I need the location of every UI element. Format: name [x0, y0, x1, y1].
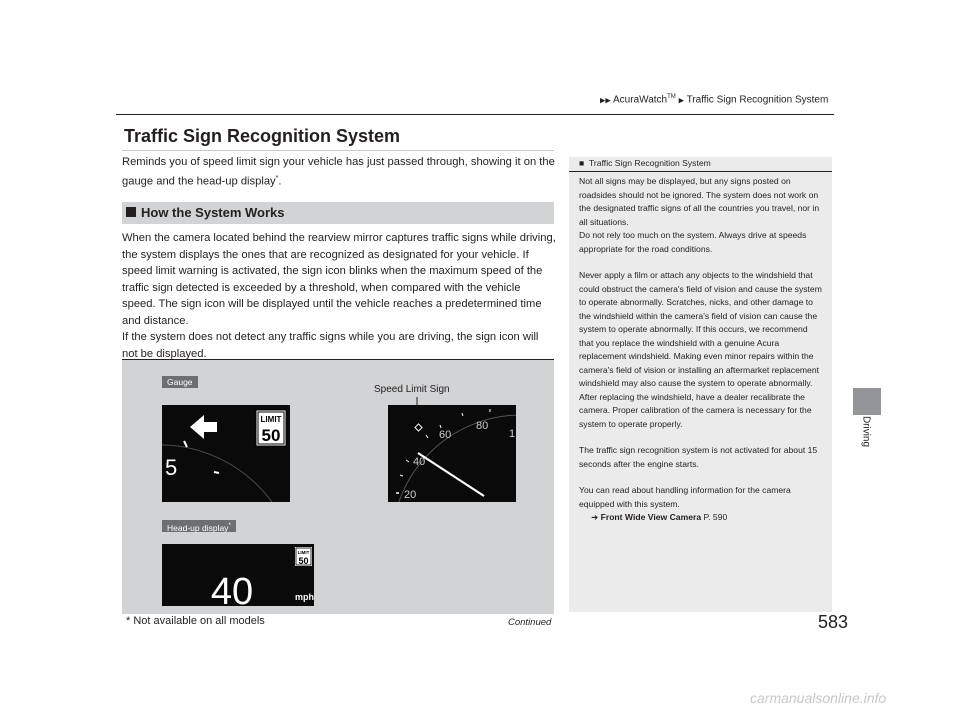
hud-footnote-mark: * — [228, 523, 231, 529]
intro-text: Reminds you of speed limit sign your vehicle has just passed through, showing it on the gauge and the head-up display — [122, 156, 555, 188]
continued-label: Continued — [508, 617, 552, 628]
paragraph-2: If the system does not detect any traffic signs while you are driving, the sign icon will not be displayed. — [122, 331, 539, 360]
hud-label-text: Head-up display — [167, 522, 229, 533]
note-paragraph-2: Never apply a film or attach any objects to the windshield that could obstruct the camera's field of vision and cause the system to operate abnormally. Scratches, nicks, and other damage to the windshield within the camera's field of vision can cause the system to operate abnormally. If this occurs, we recommend that you replace the windshield with a genuine Acura replacement windshield. Making even minor repairs within the camera's field of vision or installing an aftermarket replacement windshield may also cause the system to operate abnormally. After replacing the windshield, have a dealer recalibrate the camera. Proper calibration of the camera is necessary for the system to operate properly. — [579, 270, 822, 429]
illustration-panel — [122, 359, 554, 614]
note-sidebar — [569, 157, 832, 612]
note-paragraph-4: You can read about handling information for the camera equipped with this system. — [579, 485, 791, 509]
breadcrumb-item-current: Traffic Sign Recognition System — [686, 94, 829, 106]
note-paragraph-1: Not all signs may be displayed, but any signs posted on roadsides should not be ignored. The system does not work on the designated traffic signs of all the countries you travel, nor in all situations. — [579, 176, 820, 227]
link-arrow-icon: ➜ — [591, 512, 599, 522]
header-rule — [116, 114, 834, 115]
section-tab-label: Driving — [860, 415, 872, 448]
gauge-number: 5 — [165, 455, 178, 480]
note-title: Traffic Sign Recognition System — [589, 158, 711, 168]
square-bullet-icon — [126, 207, 136, 217]
breadcrumb — [600, 94, 832, 105]
sign-limit-text: LIMIT — [260, 415, 282, 424]
main-paragraph — [122, 230, 556, 362]
link-page-ref[interactable]: P. 590 — [703, 512, 728, 522]
speed-tick-20: 20 — [404, 489, 417, 501]
speed-limit-sign-callout: Speed Limit Sign — [374, 384, 450, 395]
hud-sign-limit-value: 50 — [298, 556, 309, 566]
speed-tick-40: 40 — [413, 456, 426, 468]
footnote: * Not available on all models — [126, 615, 265, 627]
note-paragraph-1b: Do not rely too much on the system. Always drive at speeds appropriate for the road conditions. — [579, 230, 807, 254]
note-link[interactable] — [579, 511, 824, 525]
breadcrumb-arrow-icon: ▶ — [678, 97, 684, 105]
link-front-wide-view-camera[interactable]: Front Wide View Camera — [600, 512, 702, 522]
section-heading: How the System Works — [141, 205, 285, 220]
trademark-mark: TM — [667, 94, 676, 100]
footnote-mark: * — [275, 174, 279, 182]
paragraph-1: When the camera located behind the rearview mirror captures traffic signs while driving, the system displays the ones that are recognized as designated for your vehicle. If speed limit warning is activated, the sign icon blinks when the maximum speed of the traffic sign detected is exceeded by a threshold, when compared with the vehicle speed. The sign icon will be displayed until the vehicle reaches a predetermined time and distance. — [122, 232, 556, 327]
note-rule — [569, 171, 832, 172]
breadcrumb-item-acurawatch[interactable]: AcuraWatch — [613, 94, 668, 106]
note-header — [569, 157, 832, 169]
title-rule — [122, 150, 554, 151]
head-up-display-image — [162, 544, 314, 606]
intro-paragraph — [122, 154, 556, 190]
note-icon: ■ — [579, 158, 585, 168]
speedometer-image — [388, 405, 516, 502]
speed-tick-100: 1 — [509, 428, 516, 440]
hud-speed-unit: mph — [295, 592, 314, 602]
sign-limit-value: 50 — [261, 426, 281, 445]
page-title: Traffic Sign Recognition System — [124, 126, 401, 146]
speed-tick-80: 80 — [476, 420, 489, 432]
hud-label-badge — [162, 520, 236, 532]
hud-speed-value: 40 — [210, 571, 254, 606]
note-paragraph-3: The traffic sign recognition system is not activated for about 15 seconds after the engine starts. — [579, 445, 818, 469]
breadcrumb-arrow-icon: ▶▶ — [600, 97, 611, 105]
page-number: 583 — [818, 612, 849, 632]
speed-tick-60: 60 — [439, 429, 452, 441]
gauge-label-badge: Gauge — [162, 376, 198, 388]
section-heading-bar — [122, 202, 554, 224]
gauge-display-image — [162, 405, 290, 502]
intro-end: . — [278, 175, 282, 188]
watermark: carmanualsonline.info — [750, 690, 887, 706]
hud-sign-limit-text: LIMIT — [297, 550, 310, 555]
note-body — [579, 175, 824, 525]
